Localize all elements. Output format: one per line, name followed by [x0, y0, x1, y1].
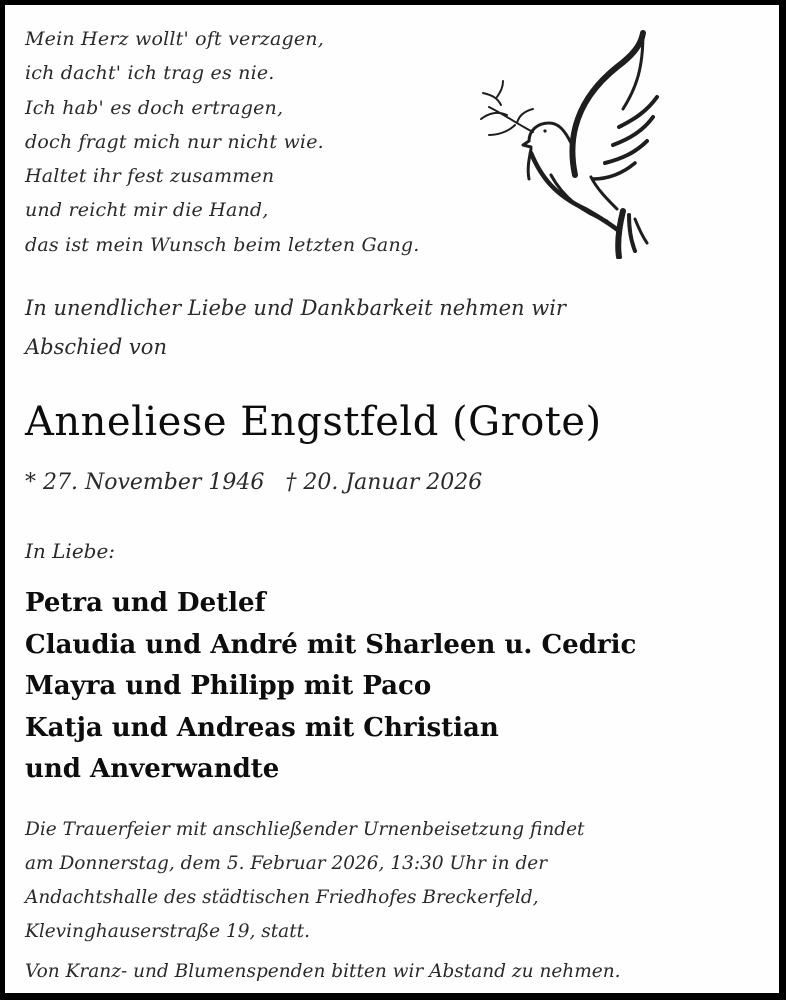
- poem: [25, 22, 420, 262]
- service-line: Andachtshalle des städtischen Friedhofes Breckerfeld,: [25, 887, 539, 908]
- mourner-line: Petra und Detlef: [25, 588, 266, 618]
- mourners-label: In Liebe:: [25, 539, 116, 563]
- dove-with-olive-branch-icon: [467, 27, 667, 259]
- mourner-line: Mayra und Philipp mit Paco: [25, 671, 432, 701]
- poem-line: Haltet ihr fest zusammen: [25, 165, 275, 188]
- service-details: [25, 813, 584, 949]
- intro-line: Abschied von: [25, 335, 167, 359]
- life-dates: * 27. November 1946 † 20. Januar 2026: [25, 470, 483, 495]
- service-line: Klevinghauserstraße 19, statt.: [25, 921, 310, 942]
- obituary-notice: [5, 5, 779, 993]
- service-line: am Donnerstag, dem 5. Februar 2026, 13:30 Uhr in der: [25, 853, 548, 874]
- poem-line: das ist mein Wunsch beim letzten Gang.: [25, 233, 420, 256]
- intro-line: In unendlicher Liebe und Dankbarkeit nehmen wir: [25, 296, 566, 320]
- mourners-list: [25, 583, 636, 791]
- mourner-line: Claudia und André mit Sharleen u. Cedric: [25, 629, 637, 660]
- poem-line: und reicht mir die Hand,: [25, 199, 269, 222]
- farewell-intro: [25, 289, 566, 367]
- mourner-line: Katja und Andreas mit Christian: [25, 712, 499, 743]
- deceased-name: Anneliese Engstfeld (Grote): [25, 399, 602, 445]
- service-line: Die Trauerfeier mit anschließender Urnenbeisetzung findet: [25, 819, 585, 840]
- poem-line: Ich hab' es doch ertragen,: [25, 96, 284, 119]
- poem-line: doch fragt mich nur nicht wie.: [25, 130, 324, 153]
- poem-line: Mein Herz wollt' oft verzagen,: [25, 28, 324, 50]
- mourner-line: und Anverwandte: [25, 754, 280, 784]
- poem-line: ich dacht' ich trag es nie.: [25, 62, 275, 85]
- donation-note: Von Kranz- und Blumenspenden bitten wir Abstand zu nehmen.: [25, 961, 621, 982]
